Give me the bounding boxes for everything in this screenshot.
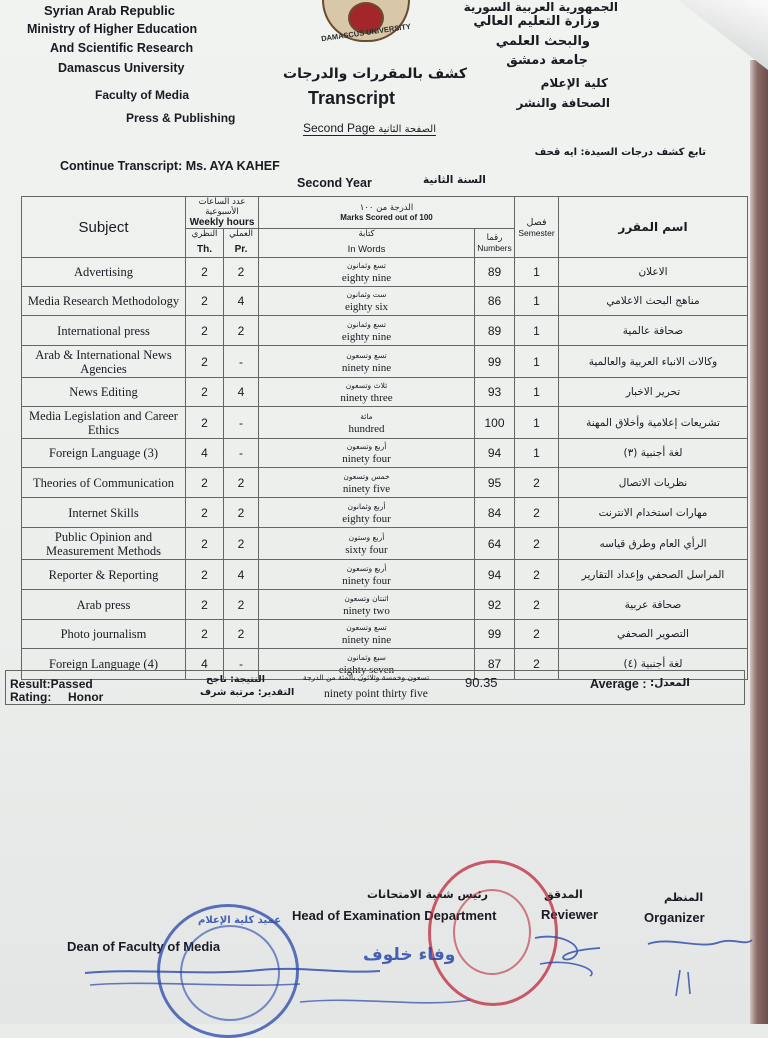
subject-cell: Theories of Communication xyxy=(22,468,186,498)
practical-hours-cell: 2 xyxy=(224,316,259,346)
marks-words-ar: تسع وتسعون xyxy=(346,350,387,360)
table-row xyxy=(22,468,748,498)
marks-words-cell xyxy=(259,258,475,287)
theory-hours-cell: 4 xyxy=(186,649,224,680)
practical-hours-cell: 2 xyxy=(224,620,259,649)
semester-cell: 2 xyxy=(515,649,559,680)
practical-hours-cell: 2 xyxy=(224,528,259,560)
marks-words-en: ninety five xyxy=(342,482,391,495)
marks-words-ar: تسع وثمانون xyxy=(347,319,386,329)
logo-caption: DAMASCUS UNIVERSITY xyxy=(320,21,412,44)
signature-strokes xyxy=(0,930,768,1024)
semester-cell: 1 xyxy=(515,316,559,346)
semester-cell: 1 xyxy=(515,439,559,468)
table-row xyxy=(22,316,748,346)
marks-words-ar: خمس وتسعون xyxy=(343,471,390,481)
semester-cell: 1 xyxy=(515,258,559,287)
marks-words-cell xyxy=(259,346,475,378)
subject-ar-cell: مهارات استخدام الانترنت xyxy=(559,498,748,528)
paper-curl xyxy=(678,0,768,70)
practical-hours-cell: - xyxy=(224,407,259,439)
marks-words-en: ninety two xyxy=(343,604,390,617)
marks-words-cell xyxy=(259,407,475,439)
subject-ar-cell: تحرير الاخبار xyxy=(559,378,748,407)
continue-transcript-en: Continue Transcript: Ms. AYA KAHEF xyxy=(60,159,280,173)
average-number: 90.35 xyxy=(465,675,498,690)
subject-cell: News Editing xyxy=(22,378,186,407)
dean-stamp-text: عميد كلية الإعلام xyxy=(198,915,282,926)
marks-words-ar: أربع وستون xyxy=(348,532,385,542)
subject-ar-cell: لغة أجنبية (٣) xyxy=(559,439,748,468)
organizer-title: Organizer xyxy=(644,910,705,925)
result-en: Result:Passed xyxy=(10,677,93,691)
subject-cell: Public Opinion and Measurement Methods xyxy=(22,528,186,560)
marks-words-cell xyxy=(259,378,475,407)
semester-cell: 2 xyxy=(515,498,559,528)
theory-hours-cell: 2 xyxy=(186,316,224,346)
page-label xyxy=(303,121,436,136)
faculty-ar: كلية الإعلام xyxy=(540,76,608,90)
theory-hours-cell: 2 xyxy=(186,346,224,378)
marks-words-cell xyxy=(259,560,475,590)
header-ar-1: الجمهورية العربية السورية xyxy=(463,0,618,14)
header-ar-4: جامعة دمشق xyxy=(506,53,588,68)
practical-hours-cell: - xyxy=(224,346,259,378)
marks-words-cell xyxy=(259,468,475,498)
dean-title: Dean of Faculty of Media xyxy=(67,939,221,954)
continue-transcript-ar: تابع كشف درجات السيدة: ايه قحف xyxy=(534,147,706,158)
table-row xyxy=(22,498,748,528)
subject-cell: Internet Skills xyxy=(22,498,186,528)
marks-words-ar: ثلاث وتسعون xyxy=(345,381,388,390)
reviewer-title-ar: المدقق xyxy=(544,888,583,901)
theory-hours-cell: 2 xyxy=(186,378,224,407)
subject-header: Subject xyxy=(22,197,186,258)
header-ar-3: والبحث العلمي xyxy=(495,34,590,49)
marks-words-en: eighty seven xyxy=(338,664,395,676)
header-line-4: Damascus University xyxy=(58,61,185,75)
marks-words-cell xyxy=(259,528,475,560)
pr-header: العملي Pr. xyxy=(224,229,259,258)
marks-number-cell: 99 xyxy=(475,620,515,649)
subject-cell: Foreign Language (4) xyxy=(22,649,186,680)
year-ar: السنة الثانية xyxy=(423,174,486,186)
semester-cell: 2 xyxy=(515,590,559,620)
practical-hours-cell: 4 xyxy=(224,378,259,407)
marks-words-ar: تسع وثمانون xyxy=(347,261,386,270)
theory-hours-cell: 2 xyxy=(186,287,224,316)
table-row xyxy=(22,287,748,316)
theory-hours-cell: 2 xyxy=(186,407,224,439)
theory-hours-cell: 2 xyxy=(186,528,224,560)
marks-number-cell: 92 xyxy=(475,590,515,620)
marks-words-en: ninety four xyxy=(342,453,391,465)
organizer-title-ar: المنظم xyxy=(664,891,704,904)
semester-cell: 1 xyxy=(515,287,559,316)
year-en: Second Year xyxy=(297,176,372,190)
subject-cell: International press xyxy=(22,316,186,346)
theory-hours-cell: 2 xyxy=(186,468,224,498)
subject-cell: Arab & International News Agencies xyxy=(22,346,186,378)
average-words-en: ninety point thirty five xyxy=(324,688,428,700)
header-line-3: And Scientific Research xyxy=(50,41,194,55)
semester-cell: 1 xyxy=(515,378,559,407)
marks-words-en: ninety three xyxy=(340,392,393,404)
header-line-2: Ministry of Higher Education xyxy=(27,22,198,36)
header-ar-2: وزارة التعليم العالي xyxy=(473,14,600,29)
marks-words-en: ninety nine xyxy=(341,634,392,646)
practical-hours-cell: 4 xyxy=(224,287,259,316)
theory-hours-cell: 2 xyxy=(186,560,224,590)
page-en: Second Page xyxy=(303,121,376,135)
subject-cell: Foreign Language (3) xyxy=(22,439,186,468)
marks-number-cell: 95 xyxy=(475,468,515,498)
subject-ar-cell: وكالات الانباء العربية والعالمية xyxy=(559,346,748,378)
theory-hours-cell: 2 xyxy=(186,620,224,649)
marks-words-en: eighty four xyxy=(342,512,391,525)
marks-words-ar: اثنتان وتسعون xyxy=(344,593,389,603)
semester-cell: 2 xyxy=(515,528,559,560)
semester-header: فصل Semester xyxy=(515,197,559,258)
subject-cell: Media Research Methodology xyxy=(22,287,186,316)
weekly-hours-header: عدد الساعات الأسبوعية Weekly hours xyxy=(186,197,259,229)
semester-cell: 2 xyxy=(515,468,559,498)
subject-cell: Photo journalism xyxy=(22,620,186,649)
marks-words-ar: تسع وتسعون xyxy=(346,623,387,632)
subject-ar-header: اسم المقرر xyxy=(559,197,748,258)
subject-ar-cell: المراسل الصحفي وإعداد التقارير xyxy=(559,560,748,590)
marks-words-en: hundred xyxy=(348,422,385,435)
marks-number-cell: 93 xyxy=(475,378,515,407)
marks-number-cell: 64 xyxy=(475,528,515,560)
table-row xyxy=(22,407,748,439)
table-row xyxy=(22,439,748,468)
header-line-1: Syrian Arab Republic xyxy=(44,3,175,18)
average-label-ar: المعدل: xyxy=(650,677,690,689)
rating-ar: التقدير: مرتبة شرف xyxy=(200,687,295,698)
semester-cell: 2 xyxy=(515,620,559,649)
practical-hours-cell: 2 xyxy=(224,498,259,528)
marks-words-en: eighty nine xyxy=(341,330,392,343)
result-ar: النتيجة: ناجح xyxy=(206,674,265,685)
title-ar: كشف بالمقررات والدرجات xyxy=(283,66,467,82)
marks-number-cell: 87 xyxy=(475,649,515,680)
marks-words-cell xyxy=(259,287,475,316)
theory-hours-cell: 2 xyxy=(186,498,224,528)
marks-words-cell xyxy=(259,439,475,468)
average-label: Average : xyxy=(590,677,647,691)
table-row xyxy=(22,346,748,378)
marks-number-cell: 86 xyxy=(475,287,515,316)
marks-words-cell xyxy=(259,590,475,620)
marks-words-ar: أربع وتسعون xyxy=(346,563,387,573)
marks-words-en: ninety four xyxy=(342,574,391,587)
in-words-header: كتابة In Words xyxy=(259,229,475,258)
title-en: Transcript xyxy=(308,88,396,108)
semester-cell: 2 xyxy=(515,560,559,590)
marks-number-cell: 94 xyxy=(475,439,515,468)
marks-words-ar: مائة xyxy=(360,411,373,421)
theory-hours-cell: 2 xyxy=(186,258,224,287)
theory-hours-cell: 2 xyxy=(186,590,224,620)
table-row xyxy=(22,620,748,649)
subject-ar-cell: صحافة عالمية xyxy=(559,316,748,346)
marks-words-en: ninety nine xyxy=(341,361,392,374)
subject-ar-cell: مناهج البحث الاعلامي xyxy=(559,287,748,316)
marks-number-cell: 94 xyxy=(475,560,515,590)
marks-words-en: eighty nine xyxy=(341,272,392,284)
table-row xyxy=(22,528,748,560)
subject-ar-cell: لغة أجنبية (٤) xyxy=(559,649,748,680)
marks-words-ar: أربع وتسعون xyxy=(346,442,387,451)
practical-hours-cell: - xyxy=(224,439,259,468)
subject-cell: Reporter & Reporting xyxy=(22,560,186,590)
subject-cell: Advertising xyxy=(22,258,186,287)
subject-cell: Media Legislation and Career Ethics xyxy=(22,407,186,439)
marks-words-en: eighty six xyxy=(344,301,389,313)
subject-ar-cell: التصوير الصحفي xyxy=(559,620,748,649)
practical-hours-cell: 2 xyxy=(224,258,259,287)
practical-hours-cell: 4 xyxy=(224,560,259,590)
practical-hours-cell: 2 xyxy=(224,590,259,620)
marks-words-cell xyxy=(259,498,475,528)
numbers-header: رقما Numbers xyxy=(475,229,515,258)
page-edge xyxy=(750,60,768,1024)
table-row xyxy=(22,590,748,620)
subject-ar-cell: الاعلان xyxy=(559,258,748,287)
rating-en: Rating: Honor xyxy=(10,690,104,704)
marks-number-cell: 89 xyxy=(475,316,515,346)
table-row xyxy=(22,378,748,407)
marks-number-cell: 84 xyxy=(475,498,515,528)
average-words-ar: تسعون وخمسة وثلاثون بالمئة من الدرجة xyxy=(303,673,430,682)
practical-hours-cell: - xyxy=(224,649,259,680)
semester-cell: 1 xyxy=(515,407,559,439)
marks-words-cell xyxy=(259,620,475,649)
marks-number-cell: 99 xyxy=(475,346,515,378)
reviewer-title: Reviewer xyxy=(541,907,599,922)
subject-ar-cell: الرأي العام وطرق قياسه xyxy=(559,528,748,560)
head-title: Head of Examination Department xyxy=(292,908,497,923)
marks-words-ar: ست وثمانون xyxy=(346,290,387,299)
marks-header: الدرجة من ١٠٠ Marks Scored out of 100 xyxy=(259,197,515,229)
page-ar: الصفحة الثانية xyxy=(378,124,437,135)
marks-number-cell: 89 xyxy=(475,258,515,287)
subject-ar-cell: نظريات الاتصال xyxy=(559,468,748,498)
head-signature-name: وفاء خلوف xyxy=(363,945,456,965)
th-header: النظري Th. xyxy=(186,229,224,258)
head-title-ar: رئيس شعبة الامتحانات xyxy=(367,888,488,901)
department-en: Press & Publishing xyxy=(126,111,236,125)
subject-cell: Arab press xyxy=(22,590,186,620)
subject-ar-cell: تشريعات إعلامية وأخلاق المهنة xyxy=(559,407,748,439)
marks-words-ar: سبع وثمانون xyxy=(347,653,386,662)
faculty-en: Faculty of Media xyxy=(95,88,190,102)
table-row xyxy=(22,560,748,590)
table-row xyxy=(22,258,748,287)
marks-number-cell: 100 xyxy=(475,407,515,439)
grades-table xyxy=(21,196,748,680)
theory-hours-cell: 4 xyxy=(186,439,224,468)
department-ar: الصحافة والنشر xyxy=(516,96,610,110)
semester-cell: 1 xyxy=(515,346,559,378)
marks-words-ar: أربع وثمانون xyxy=(347,501,386,511)
subject-ar-cell: صحافة عربية xyxy=(559,590,748,620)
marks-words-cell xyxy=(259,316,475,346)
marks-words-en: sixty four xyxy=(345,543,388,556)
practical-hours-cell: 2 xyxy=(224,468,259,498)
